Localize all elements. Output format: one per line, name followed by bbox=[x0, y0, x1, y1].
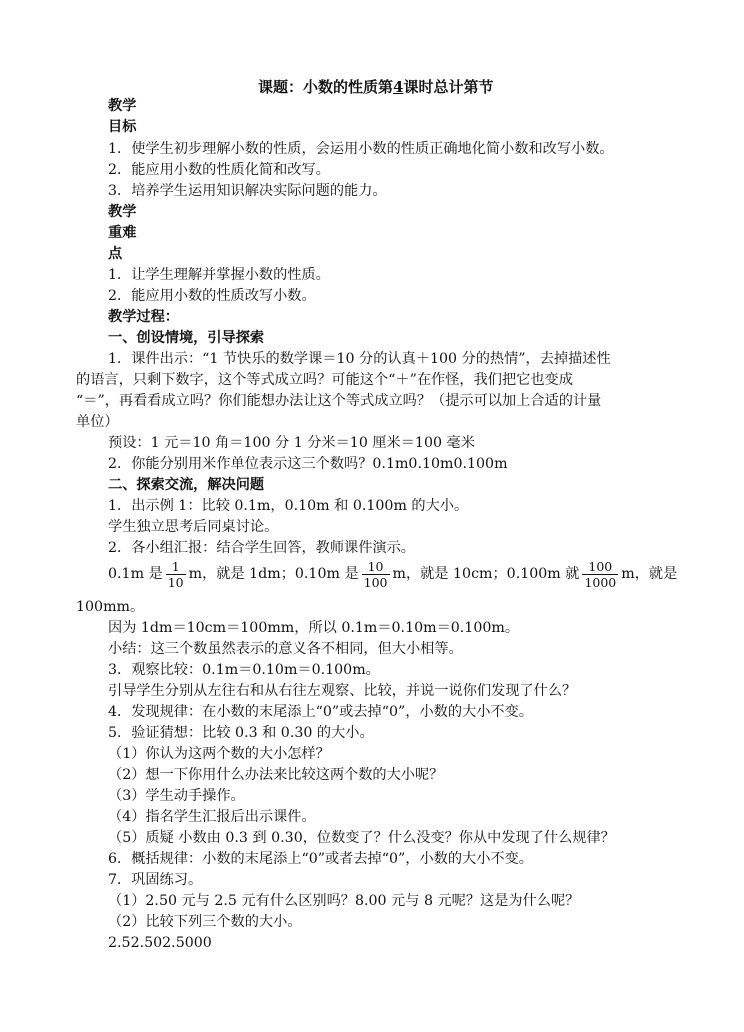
paragraph-line: 的语言，只剩下数字，这个等式成立吗？可能这个“＋”在作怪，我们把它也变成 bbox=[76, 372, 573, 388]
objective-1: 1．使学生初步理解小数的性质，会运用小数的性质正确地化简小数和改写小数。 bbox=[108, 141, 614, 157]
paragraph-line: 100mm。 bbox=[76, 599, 145, 615]
practice-item-2: （2）比较下列三个数的大小。 bbox=[108, 914, 302, 930]
summary-line: 小结：这三个数虽然表示的意义各不相同，但大小相等。 bbox=[108, 641, 463, 657]
title-suffix: 课时总计第节 bbox=[403, 78, 494, 96]
sub-item-5: （5）质疑 小数由 0.3 到 0.30，位数变了？什么没变？你从中发现了什么规律？ bbox=[108, 830, 615, 846]
objective-2: 2．能应用小数的性质化简和改写。 bbox=[108, 162, 330, 178]
label-teaching-2: 教学 bbox=[108, 204, 137, 220]
fraction-denominator: 10 bbox=[167, 574, 184, 590]
label-process: 教学过程： bbox=[108, 309, 179, 325]
fraction-denominator: 100 bbox=[363, 574, 388, 590]
title-prefix: 课题：小数的性质第 bbox=[258, 78, 394, 96]
verify-line: 5．验证猜想：比较 0.3 和 0.30 的大小。 bbox=[108, 725, 374, 741]
preset-line: 预设：1 元＝10 角＝100 分 1 分米＝10 厘米＝100 毫米 bbox=[108, 435, 475, 451]
label-objectives: 目标 bbox=[108, 119, 137, 135]
rule-line: 4．发现规律：在小数的末尾添上“0”或去掉“0”，小数的大小不变。 bbox=[108, 704, 533, 720]
because-line: 因为 1dm＝10cm＝100mm，所以 0.1m＝0.10m＝0.100m。 bbox=[108, 620, 520, 636]
key-point-2: 2．能应用小数的性质改写小数。 bbox=[108, 288, 316, 304]
sub-item-2: （2）想一下你用什么办法来比较这两个数的大小呢？ bbox=[108, 767, 444, 783]
fraction-line bbox=[108, 554, 677, 594]
fraction-100-1000 bbox=[582, 559, 618, 590]
paragraph-line: “＝”，再看看成立吗？你们能想办法让这个等式成立吗？（提示可以加上合适的计量 bbox=[76, 393, 602, 409]
fraction-numerator: 1 bbox=[166, 559, 186, 575]
title-lesson-number: 4 bbox=[393, 78, 404, 96]
fraction-1-10 bbox=[166, 559, 186, 590]
fraction-text-b: m，就是 1dm；0.10m 是 bbox=[188, 566, 359, 582]
label-points: 点 bbox=[108, 246, 123, 262]
sub-item-4: （4）指名学生汇报后出示课件。 bbox=[108, 809, 316, 825]
numbers-line: 2.52.502.5000 bbox=[108, 935, 212, 951]
paragraph-line: 1．课件出示：“1 节快乐的数学课＝10 分的认真＋100 分的热情”，去掉描述性 bbox=[108, 351, 611, 367]
guide-line: 引导学生分别从左往右和从右往左观察、比较，并说一说你们发现了什么？ bbox=[108, 683, 577, 699]
section-1-heading: 一、创设情境，引导探索 bbox=[108, 330, 265, 346]
fraction-numerator: 100 bbox=[582, 559, 618, 575]
practice-item-1: （1）2.50 元与 2.5 元有什么区别吗？8.00 元与 8 元呢？这是为什么呢？ bbox=[108, 893, 580, 909]
observe-line: 3．观察比较：0.1m＝0.10m＝0.100m。 bbox=[108, 662, 380, 678]
sub-item-1: （1）你认为这两个数的大小怎样？ bbox=[108, 746, 330, 762]
example-line: 1．出示例 1：比较 0.1m，0.10m 和 0.100m 的大小。 bbox=[108, 498, 469, 514]
sub-item-3: （3）学生动手操作。 bbox=[108, 788, 245, 804]
report-line: 2．各小组汇报：结合学生回答，教师课件演示。 bbox=[108, 540, 415, 556]
fraction-text-a: 0.1m 是 bbox=[108, 566, 163, 582]
paragraph-line: 单位） bbox=[76, 414, 119, 430]
fraction-text-d: m，就是 bbox=[621, 566, 678, 582]
fraction-numerator: 10 bbox=[362, 559, 390, 575]
practice-line: 7．巩固练习。 bbox=[108, 872, 203, 888]
discussion-line: 学生独立思考后同桌讨论。 bbox=[108, 519, 279, 535]
label-key-difficult: 重难 bbox=[108, 225, 137, 241]
key-point-1: 1．让学生理解并掌握小数的性质。 bbox=[108, 267, 330, 283]
generalize-line: 6．概括规律：小数的末尾添上“0”或者去掉“0”，小数的大小不变。 bbox=[108, 851, 533, 867]
fraction-denominator: 1000 bbox=[584, 574, 617, 590]
page-title bbox=[258, 76, 493, 97]
question-line: 2．你能分别用米作单位表示这三个数吗？0.1m0.10m0.100m bbox=[108, 456, 508, 472]
fraction-10-100 bbox=[362, 559, 390, 590]
fraction-text-c: m，就是 10cm；0.100m 就 bbox=[392, 566, 580, 582]
objective-3: 3．培养学生运用知识解决实际问题的能力。 bbox=[108, 183, 387, 199]
section-2-heading: 二、探索交流，解决问题 bbox=[108, 477, 265, 493]
label-teaching: 教学 bbox=[108, 98, 137, 114]
